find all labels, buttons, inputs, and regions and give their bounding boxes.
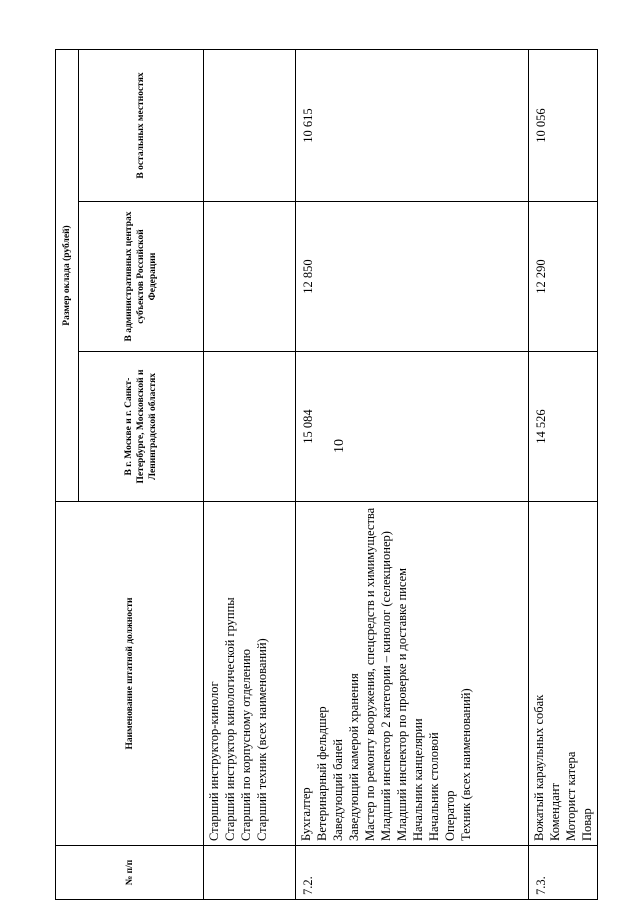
value-admin-centers: 12 850 [296,202,529,352]
value-moscow: 14 526 [529,352,598,502]
value-other: 10 056 [529,49,598,201]
position-item: Повар [580,808,594,841]
position-item: Старший инструктор-кинолог [207,681,221,841]
position-item: Ветеринарный фельдшер [315,706,329,841]
position-item: Старший техник (всех наименований) [255,638,269,841]
position-item: Заведующий баней [331,739,345,841]
position-item: Вожатый караульных собак [532,694,546,841]
row-num: 7.2. [296,846,529,900]
position-item: Оператор [443,790,457,841]
value-other: 10 615 [296,49,529,201]
position-item: Старший инструктор кинологической группы [223,597,237,841]
row-positions [204,502,296,846]
table-row [529,49,598,899]
row-positions [296,502,529,846]
salary-table [55,49,598,900]
position-item: Комендант [548,783,562,841]
value-moscow [204,352,296,502]
row-num [204,846,296,900]
value-admin-centers [204,202,296,352]
position-item: Начальник канцелярии [411,718,425,841]
rotated-table-container [55,50,594,900]
value-moscow: 15 084 [296,352,529,502]
position-item: Заведующий камерой хранения [347,673,361,841]
position-item: Начальник столовой [427,732,441,841]
position-item: Бухгалтер [299,787,313,841]
header-num: № п/п [56,846,204,900]
header-moscow: В г. Москве и г. Санкт-Петербурге, Московской и Ленинградской областях [79,352,204,502]
page-number: 10 [332,439,347,453]
value-other [204,49,296,201]
header-position: Наименование штатной должности [56,502,204,846]
position-item: Младший инспектор по проверке и доставке писем [395,567,409,841]
position-item: Мастер по ремонту вооружения, спецсредств и химимущества [363,507,377,841]
header-other: В остальных местностях [79,49,204,201]
value-admin-centers: 12 290 [529,202,598,352]
row-num: 7.3. [529,846,598,900]
header-salary-group: Размер оклада (рублей) [56,49,79,501]
position-item: Моторист катера [564,751,578,841]
header-admin-centers: В административных центрах субъектов Российской Федерации [79,202,204,352]
table-row [204,49,296,899]
table-row [296,49,529,899]
position-item: Младший инспектор 2 категории – кинолог (селекционер) [379,531,393,841]
position-item: Техник (всех наименований) [459,688,473,841]
position-item: Старший по корпусному отделению [239,649,253,841]
row-positions [529,502,598,846]
